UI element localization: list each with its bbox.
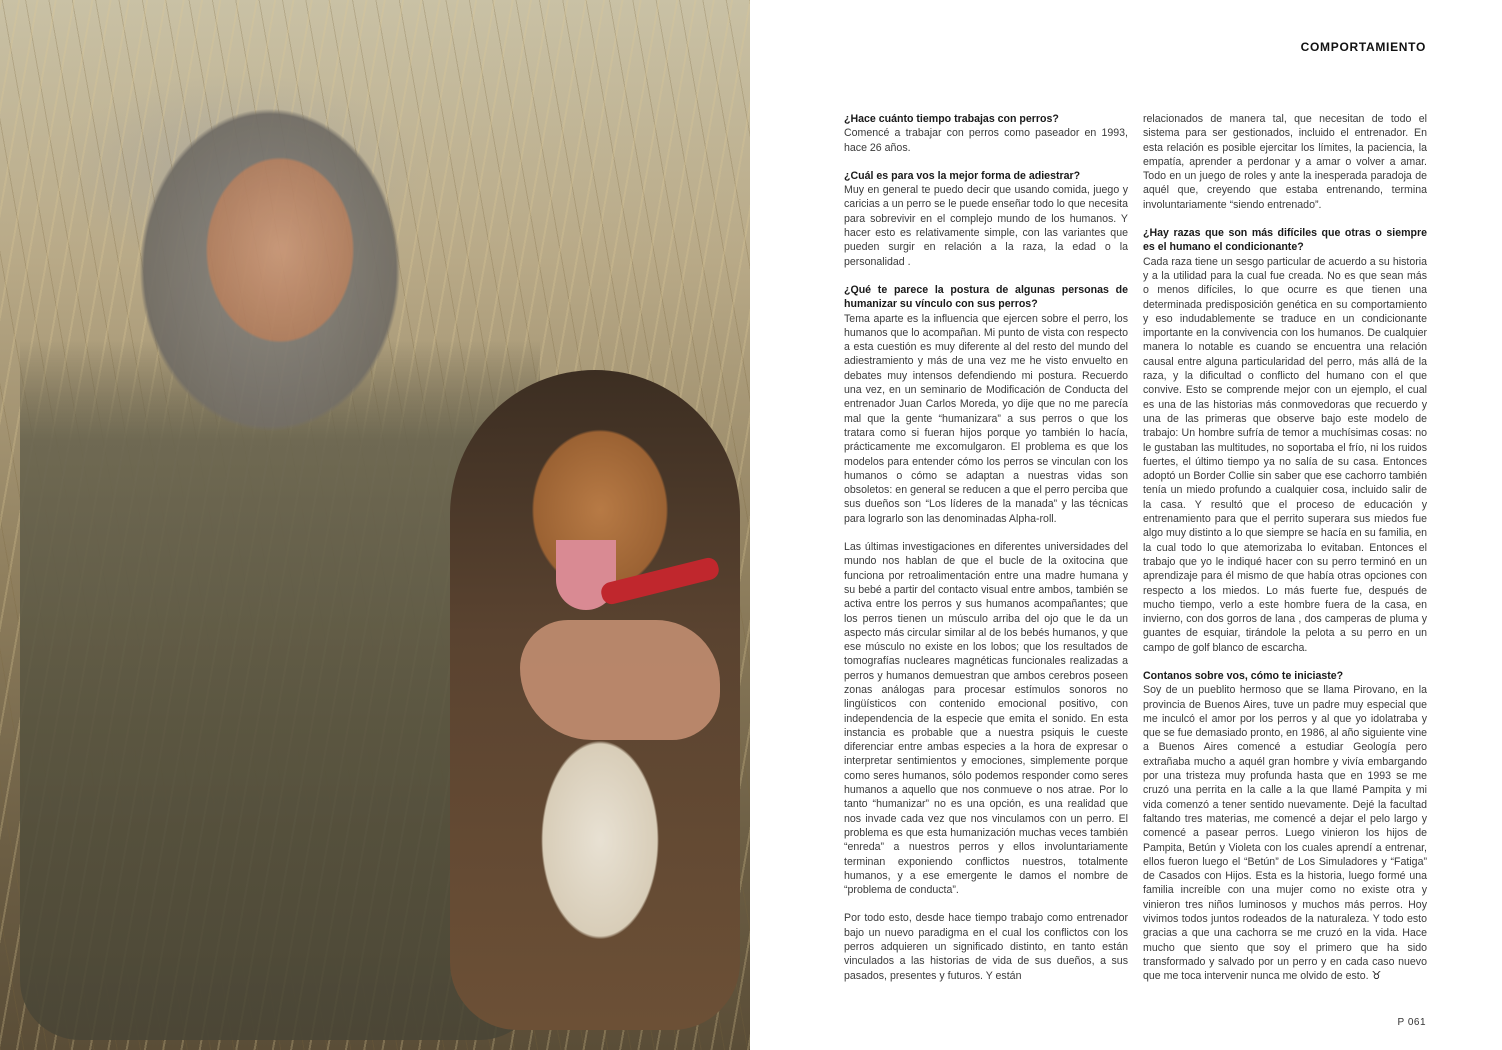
- answer-5-text: Soy de un pueblito hermoso que se llama Pirovano, en la provincia de Buenos Aires, tuve un padre muy especial que me inculcó el amor por los perros y al que yo idolatraba y que se fue demasiado pronto, en 1986, al año siguiente vine a Buenos Aires comencé a estudiar Geología pero extrañaba mucho a aquél gran hombre y vivía embargando por una tristeza muy profunda hasta que en 1993 se me cruzó una perrita en la calle a la que llamé Pampita y mi vida comenzó a tener sentido nuevamente. Dejé la facultad faltando tres materias, me comencé a dejar el pelo largo y comencé a pasear perros. Luego vinieron los hijos de Pampita, Betún y Violeta con los cuales aprendí a entrenar, ellos fueron luego el “Betún” de Los Simuladores y “Fatiga” de Casados con Hijos. Esta es la historia, luego formé una familia increíble con una mujer como no existe otra y vinieron tres niños luminosos y muchos más perros. Hoy vivimos todos juntos rodeados de la naturaleza. Y todo esto gracias a que una cachorra se me cruzó en la vida. Hace mucho que siento que soy el primero que ha sido transformado y salvado por un perro y en cada caso nuevo que me toca intervenir nunca me olvido de esto.: [1143, 684, 1427, 983]
- answer-4: Cada raza tiene un sesgo particular de acuerdo a su historia y a la utilidad para la cual fue creada. No es que sean más o menos difíciles, lo que ocurre es que tienen una determinada predisposición genética en su comportamiento y eso indudablemente se traduce en un condicionante importante en la convivencia con los humanos. De cualquier manera lo notable es cuando se encuentra una relación causal entre alguna particularidad del perro, más allá de la raza, y la dificultad o conflicto del humano con el que convive. Esto se comprende mejor con un ejemplo, el cual es una de las historias más conmovedoras que recuerdo y una de las primeras que observe bajo este modelo de trabajo: Un hombre sufría de temor a muchísimas cosas: no le gustaban las multitudes, no soportaba el frío, ni los ruidos fuertes, el último tiempo ya no salía de su casa. Entonces adoptó un Border Collie sin saber que ese cachorro también tenía un miedo profundo a cualquier cosa, incluido salir de la casa. Y resultó que el proceso de educación y entrenamiento para que el perrito superara sus miedos fue algo muy distinto a lo que siempre se hacía en su familia, en la cual todo lo que atemorizaba lo evitaban. Entonces el trabajo que yo le indiqué hacer con su perro terminó en un aprendizaje para él mismo de que había otras opciones con respecto a los miedos. Lo más fuerte fue, después de mucho tiempo, verlo a este hombre fuera de la casa, en invierno, con dos gorros de lana , dos camperas de pluma y guantes de esquiar, tirándole la pelota a su perro en un campo de golf blanco de escarcha.: [1143, 255, 1427, 654]
- qa-block-4: [1143, 226, 1427, 655]
- cover-photo: [0, 0, 750, 1050]
- qa-block-2: [844, 169, 1128, 269]
- answer-2: Muy en general te puedo decir que usando comida, juego y caricias a un perro se le puede enseñar todo lo que necesita para sobrevivir en el complejo mundo de los humanos. Y hacer esto es relativamente simple, con las variantes que pueden surgir en relación a la raza, la edad o la personalidad .: [844, 184, 1128, 268]
- answer-3-paragraph-2: Las últimas investigaciones en diferentes universidades del mundo nos hablan de que el bucle de la oxitocina que funciona por retroalimentación entre una madre humana y su bebé a partir del contacto visual entre ambos, también se activa entre los perros y sus humanos acompañantes; que los perros tienen un músculo arriba del ojo que le da un aspecto más circular similar al de los bebés humanos, y que ese músculo no existe en los lobos; que los resultados de tomografías nucleares magnéticas funcionales realizadas a perros y humanos demuestran que ambos cerebros poseen zonas análogas para procesar estímulos sonoros no lingüísticos con contenido emocional positivo, con independencia de la especie que emita el sonido. En esta instancia es probable que a nuestra psiquis le cueste diferenciar entre ambas especies a la hora de expresar o interpretar sentimientos y emociones, simplemente porque como seres humanos, sólo podemos responder como seres humanos a aquello que nos conmueve o nos atrae. Por lo tanto “humanizar” no es una opción, es una realidad que nos invade cada vez que nos vinculamos con un perro. El problema es que esta humanización muchas veces también “enreda” a nuestros perros y ellos involuntariamente terminan exponiendo conflictos nuestros, totalmente humanos, y a ese emergente le damos el nombre de “problema de conducta”.: [844, 541, 1128, 897]
- qa-block-1: [844, 112, 1128, 155]
- answer-1: Comencé a trabajar con perros como paseador en 1993, hace 26 años.: [844, 127, 1128, 154]
- answer-3-paragraph-3: Por todo esto, desde hace tiempo trabajo como entrenador bajo un nuevo paradigma en el cual los conflictos con los perros adquieren un significado distinto, en tanto están vinculados a las historias de vida de sus dueños, a sus pasados, presentes y futuros. Y están: [844, 912, 1128, 982]
- page-number: P 061: [1397, 1017, 1426, 1028]
- answer-3-paragraph-1: Tema aparte es la influencia que ejercen sobre el perro, los humanos que lo acompañan. Mi punto de vista con respecto a esta cuestión es muy diferente al del resto del mundo del adiestramiento y más de una vez me he visto envuelto en debates muy intensos defendiendo mi postura. Recuerdo una vez, en un seminario de Modificación de Conducta del entrenador Juan Carlos Moreda, yo dije que no me parecía mal que la gente “humanizara” a sus perros o que los tratara como si fueran hijos porque yo también lo hacía, prácticamente me excomulgaron. El problema es que los modelos para entender cómo los perros se vinculan con los humanos o cómo se adaptan a nuestras vidas son obsoletos: en general se reducen a que el perro perciba que sus dueños son “Los líderes de la manada” y las técnicas para lograrlo son las denominadas Alpha-roll.: [844, 312, 1128, 525]
- qa-block-5: [1143, 669, 1427, 984]
- section-tag: COMPORTAMIENTO: [1300, 40, 1426, 54]
- question-2: ¿Cuál es para vos la mejor forma de adiestrar?: [844, 169, 1081, 182]
- question-3: ¿Qué te parece la postura de algunas personas de humanizar su vínculo con sus perros?: [844, 283, 1128, 311]
- man-hand: [520, 620, 720, 740]
- end-mark-icon: ♉: [1371, 970, 1382, 983]
- qa-block-3: [844, 283, 1128, 983]
- answer-5: [1143, 683, 1427, 983]
- question-4: ¿Hay razas que son más difíciles que otras o siempre es el humano el condicionante?: [1143, 227, 1427, 254]
- right-column: [1143, 112, 1427, 998]
- question-5: Contanos sobre vos, cómo te iniciaste?: [1143, 669, 1344, 682]
- continued-paragraph: relacionados de manera tal, que necesitan de todo el sistema para ser gestionados, incluido el entrenador. En esta relación es posible ejercitar los límites, la paciencia, la empatía, aprender a perdonar y a amar o volver a amar. Todo en un juego de roles y ante la inesperada paradoja de aquél que, creyendo que estaba entrenando, termina involuntariamente “siendo entrenado”.: [1143, 113, 1427, 211]
- question-1: ¿Hace cuánto tiempo trabajas con perros?: [844, 113, 1059, 125]
- left-column: [844, 112, 1128, 983]
